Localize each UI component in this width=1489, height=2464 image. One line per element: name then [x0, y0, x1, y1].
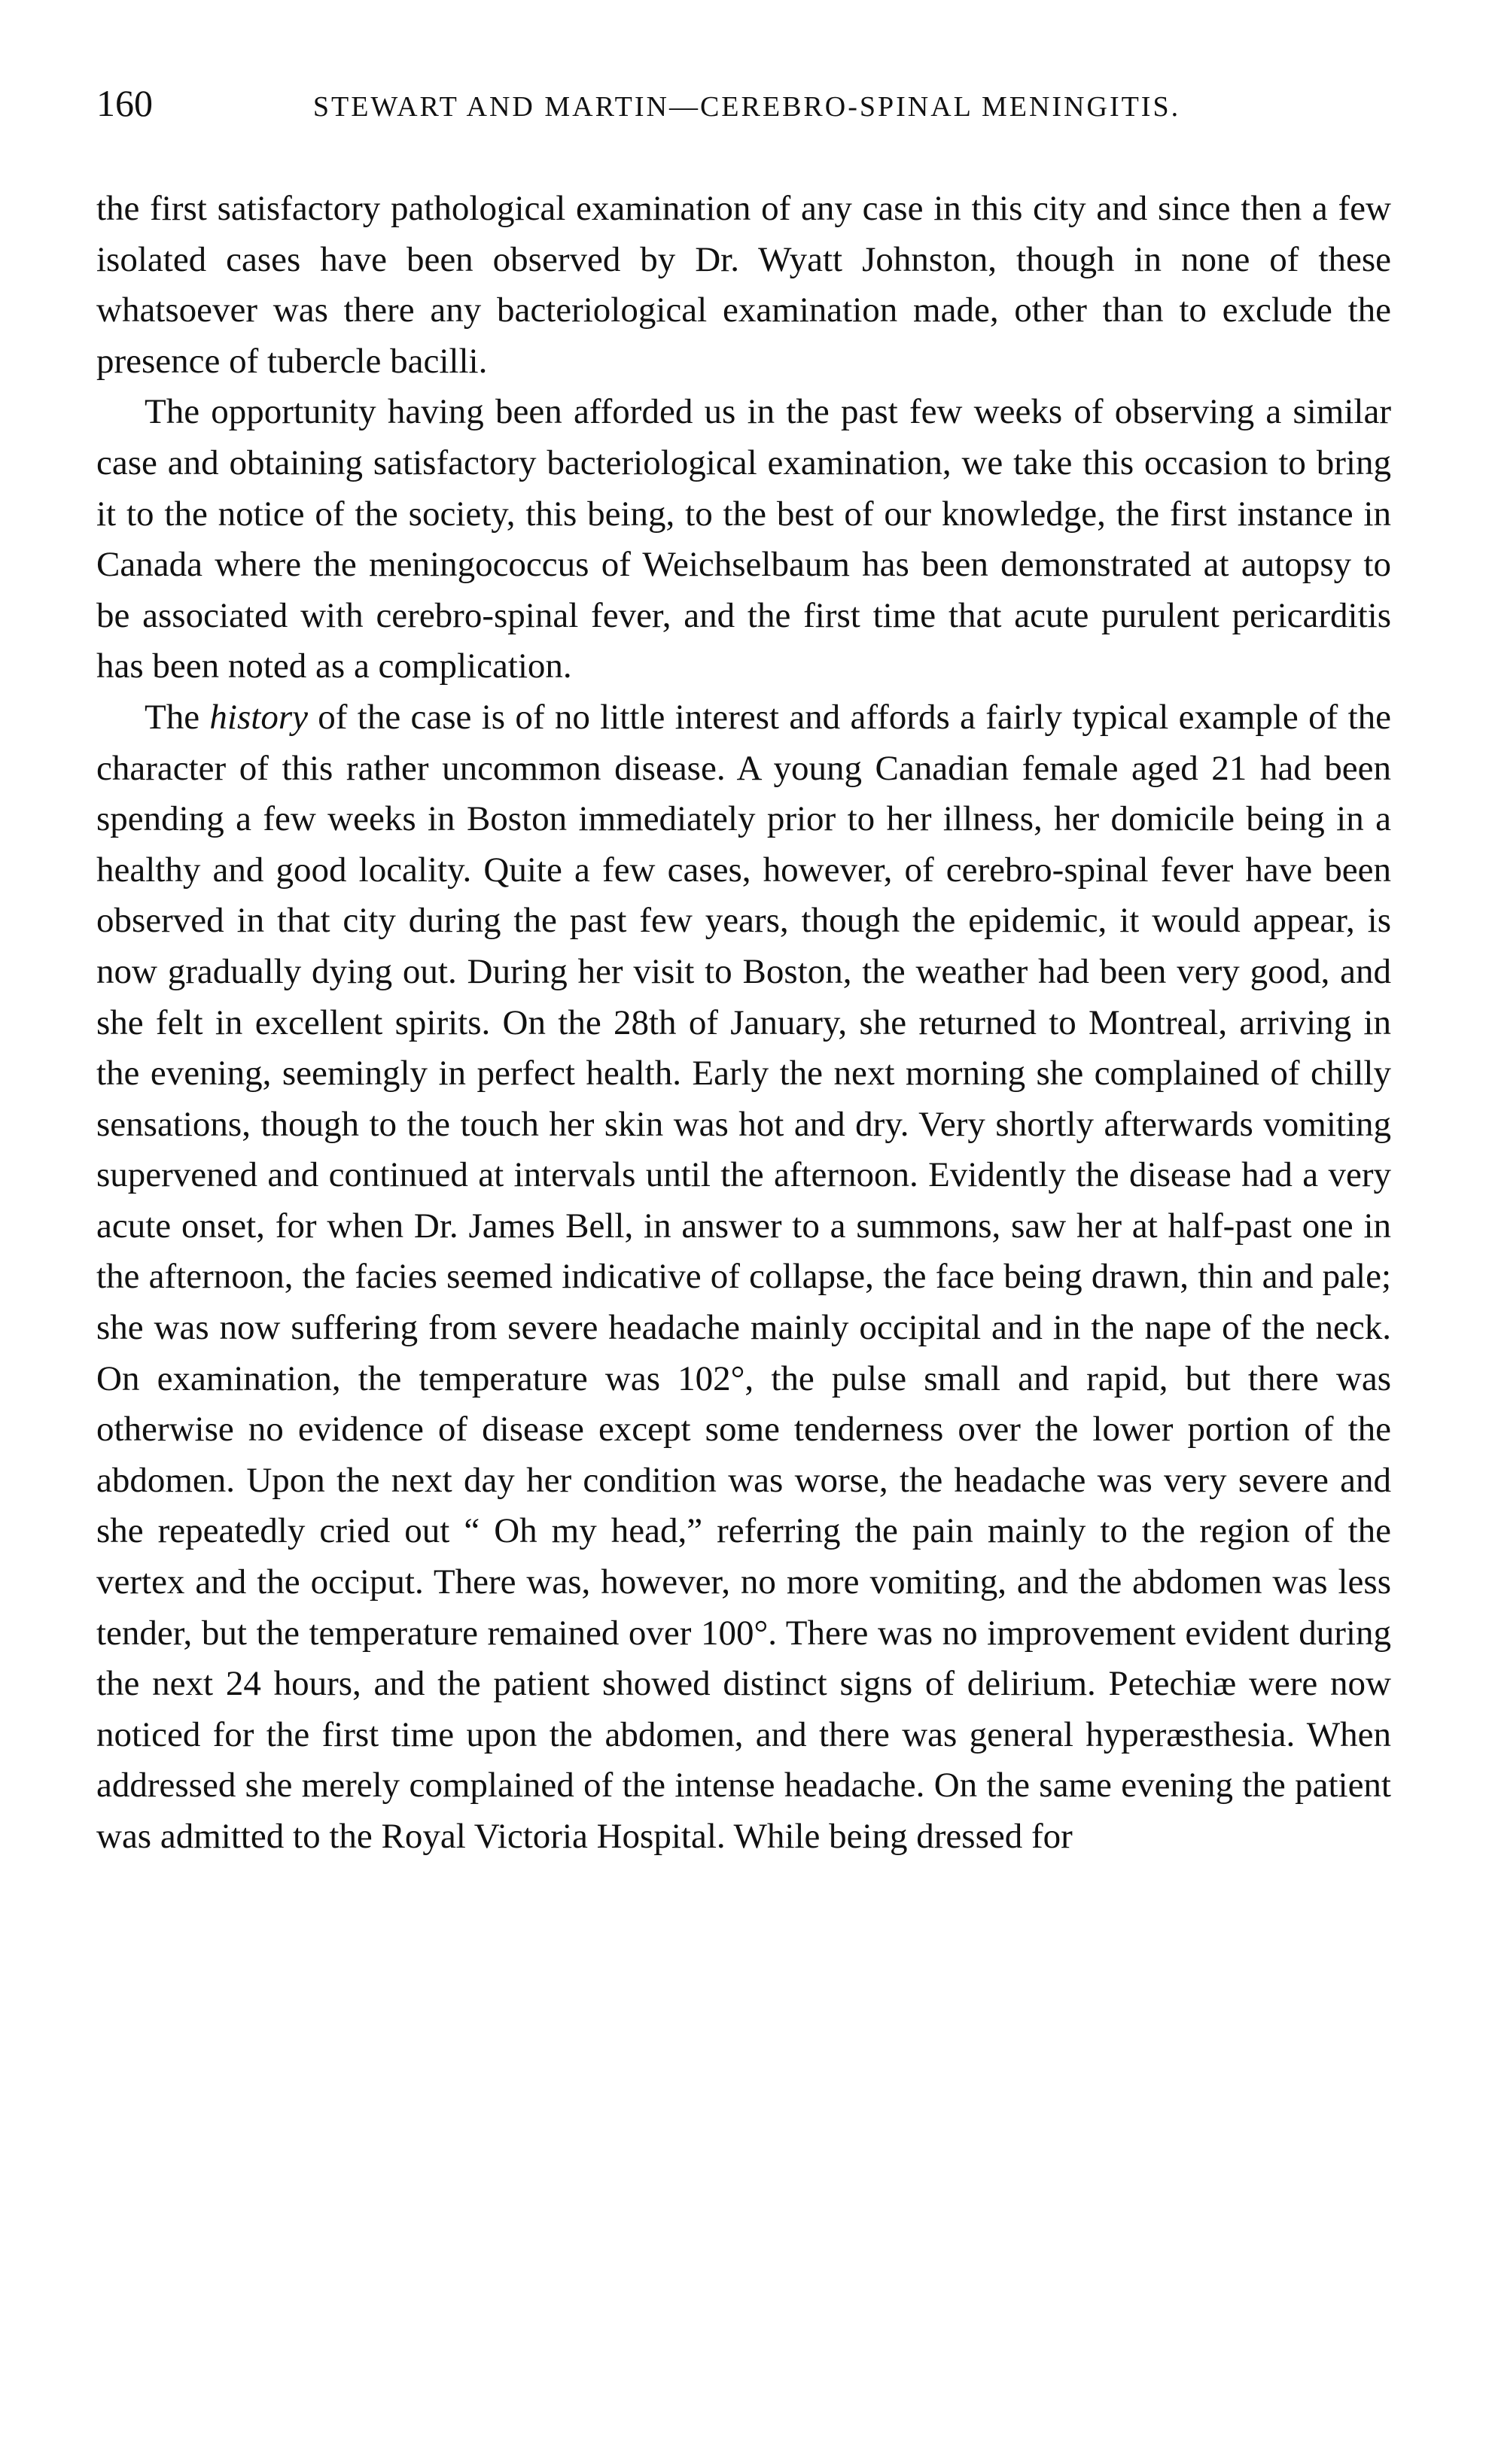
document-page: [96, 81, 1391, 1863]
page-number: 160: [96, 82, 153, 124]
italic-history-word: history: [209, 697, 308, 737]
paragraph-history-text: of the case is of no little interest and affords a fairly typical example of the character of this rather uncommon disease. A young Canadian female aged 21 had been spending a few weeks in Boston immediately prior to her illness, her domicile being in a healthy and good locality. Quite a few cases, however, of cerebro-spinal fever have been observed in that city during the past few years, though the epidemic, it would appear, is now gradually dying out. During her visit to Boston, the weather had been very good, and she felt in excellent spirits. On the 28th of January, she returned to Montreal, arriving in the evening, seemingly in perfect health. Early the next morning she complained of chilly sensations, though to the touch her skin was hot and dry. Very shortly afterwards vomiting supervened and continued at intervals until the afternoon. Evidently the disease had a very acute onset, for when Dr. James Bell, in answer to a summons, saw her at half-past one in the afternoon, the facies seemed indicative of collapse, the face being drawn, thin and pale; she was now suffering from severe headache mainly occipital and in the nape of the neck. On examination, the temperature was 102°, the pulse small and rapid, but there was otherwise no evidence of disease except some tenderness over the lower portion of the abdomen. Upon the next day her condition was worse, the headache was very severe and she repeatedly cried out “ Oh my head,” referring the pain mainly to the region of the vertex and the occiput. There was, however, no more vomiting, and the abdomen was less tender, but the temperature remained over 100°. There was no improvement evident during the next 24 hours, and the patient showed distinct signs of delirium. Petechiæ were now noticed for the first time upon the abdomen, and there was general hyperæsthesia. When addressed she merely complained of the intense headache. On the same evening the patient was admitted to the Royal Victoria Hospital. While being dressed for: [96, 697, 1392, 1856]
paragraph-history-lead: The: [145, 697, 210, 737]
article-body: [96, 184, 1391, 1863]
paragraph-history: [96, 692, 1391, 1863]
paragraph-continuation: the first satisfactory pathological examination of any case in this city and since then a few isolated cases have been observed by Dr. Wyatt Johnston, though in none of these whatsoever was there any bacteriological examination made, other than to exclude the presence of tubercle bacilli.: [96, 189, 1391, 381]
paragraph-opportunity: The opportunity having been afforded us in the past few weeks of observing a similar case and obtaining satisfactory bacteriological examination, we take this occasion to bring it to the notice of the society, this being, to the best of our knowledge, the first instance in Canada where the meningococcus of Weichselbaum has been demonstrated at autopsy to be associated with cerebro-spinal fever, and the first time that acute purulent pericarditis has been noted as a complication.: [96, 392, 1391, 686]
running-header: [96, 81, 1391, 141]
running-title: STEWART AND MARTIN—CEREBRO-SPINAL MENINGITIS.: [312, 91, 1181, 123]
